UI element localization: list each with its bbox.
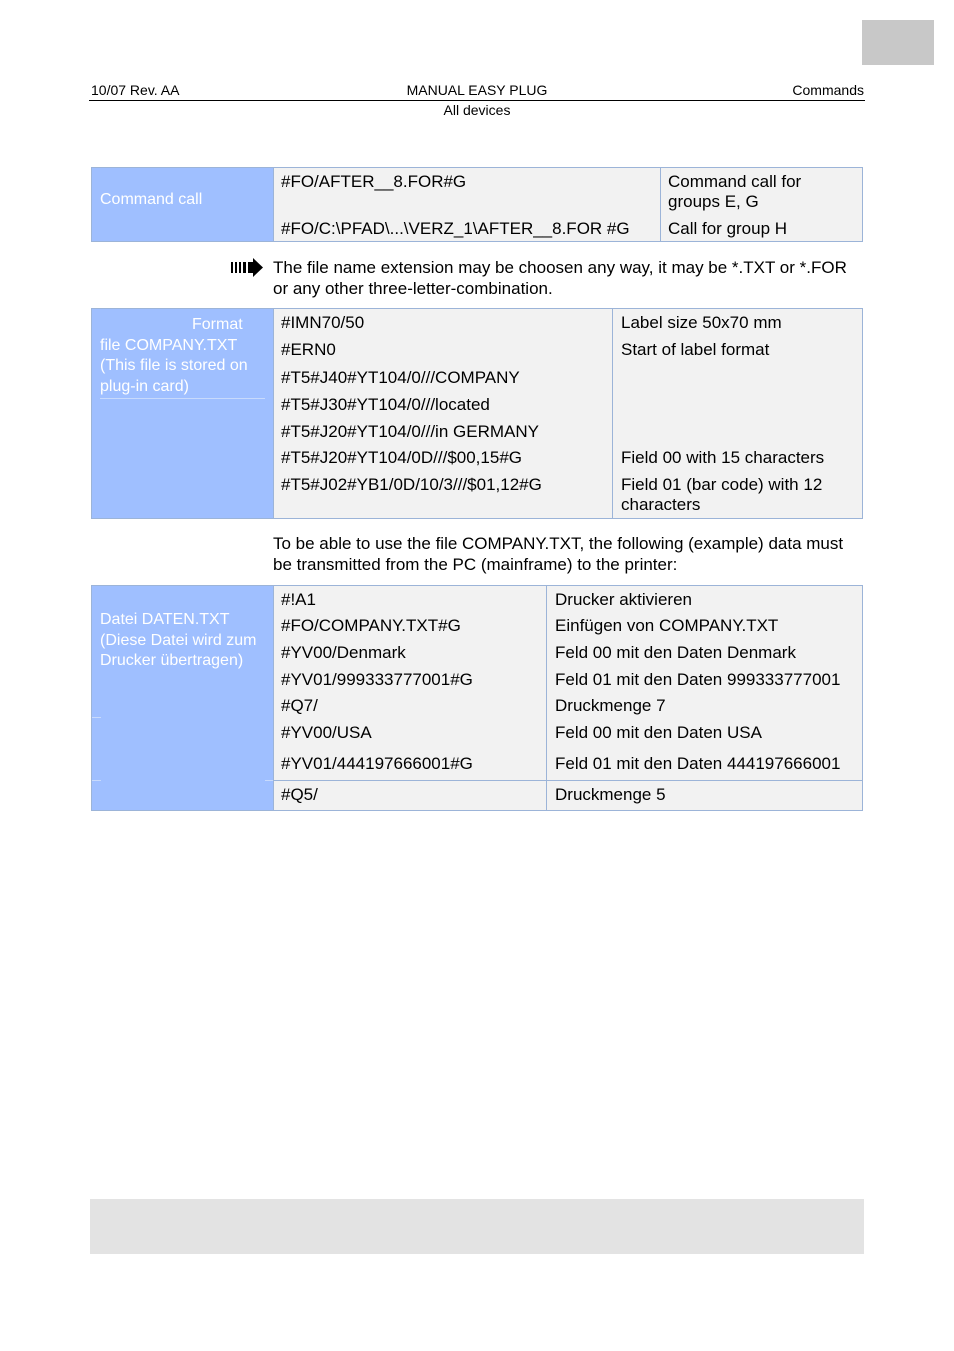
data-description-cell: Druckmenge 5	[555, 785, 666, 804]
description-cell: Call for group H	[668, 219, 788, 238]
format-file-label-title: Format	[192, 316, 243, 333]
body-paragraph: To be able to use the file COMPANY.TXT, the following (example) data must be transmitted from the PC (mainframe) to the printer:	[273, 534, 844, 574]
header-revision: 10/07 Rev. AA	[91, 82, 180, 98]
command-cell: #FO/AFTER__8.FOR#G	[281, 172, 467, 191]
description-cell: Command call for groups E, G	[668, 172, 802, 211]
data-description-cell: Feld 00 mit den Daten USA	[555, 723, 762, 742]
data-command-cell: #YV00/USA	[281, 723, 372, 742]
format-description-cell: Field 01 (bar code) with 12 characters	[621, 475, 823, 514]
format-command-cell: #T5#J30#YT104/0///located	[281, 395, 490, 414]
format-command-cell: #T5#J02#YB1/0D/10/3///$01,12#G	[281, 475, 542, 494]
data-command-cell: #Q5/	[281, 785, 318, 804]
data-command-cell: #YV01/999333777001#G	[281, 670, 473, 689]
data-file-label-cell	[92, 586, 273, 810]
data-command-cell: #Q7/	[281, 696, 318, 715]
data-command-cell: #!A1	[281, 590, 316, 609]
data-file-label: Datei DATEN.TXT (Diese Datei wird zum Drucker übertragen)	[100, 611, 257, 669]
header-title: MANUAL EASY PLUG	[406, 82, 548, 98]
note-text: The file name extension may be choosen any way, it may be *.TXT or *.FOR or any other three-letter-combination.	[273, 258, 847, 298]
header-subtitle: All devices	[443, 102, 511, 118]
format-file-label-desc: file COMPANY.TXT (This file is stored on plug-in card)	[100, 336, 248, 395]
format-command-cell: #ERN0	[281, 340, 336, 359]
format-command-cell: #T5#J40#YT104/0///COMPANY	[281, 368, 520, 387]
data-file-table	[91, 585, 863, 811]
column-divider	[273, 586, 274, 810]
footer-bar	[90, 1199, 864, 1254]
format-description-cell: Start of label format	[621, 340, 770, 359]
column-divider	[546, 586, 547, 810]
page-corner-tab	[862, 20, 934, 65]
format-description-cell: Label size 50x70 mm	[621, 313, 782, 332]
data-description-cell: Einfügen von COMPANY.TXT	[555, 616, 779, 635]
column-divider	[612, 309, 613, 518]
format-command-cell: #IMN70/50	[281, 313, 365, 332]
header-rule	[89, 100, 865, 101]
command-cell: #FO/C:\PFAD\...\VERZ_1\AFTER__8.FOR #G	[281, 219, 630, 238]
data-command-cell: #FO/COMPANY.TXT#G	[281, 616, 461, 635]
header-section: Commands	[792, 82, 864, 98]
format-command-cell: #T5#J20#YT104/0D///$00,15#G	[281, 448, 522, 467]
format-description-cell: Field 00 with 15 characters	[621, 448, 825, 467]
command-call-table	[91, 167, 863, 242]
column-divider	[273, 309, 274, 518]
arrow-pointer-icon	[231, 258, 264, 283]
data-description-cell: Drucker aktivieren	[555, 590, 692, 609]
format-file-table	[91, 308, 863, 519]
data-command-cell: #YV01/444197666001#G	[281, 754, 473, 773]
data-description-cell: Feld 00 mit den Daten Denmark	[555, 643, 796, 662]
data-description-cell: Druckmenge 7	[555, 696, 666, 715]
format-command-cell: #T5#J20#YT104/0///in GERMANY	[281, 422, 539, 441]
data-command-cell: #YV00/Denmark	[281, 643, 406, 662]
column-divider	[660, 168, 661, 241]
format-file-label-cell	[92, 309, 273, 518]
command-call-label-cell	[92, 168, 273, 241]
data-description-cell: Feld 01 mit den Daten 444197666001	[555, 754, 841, 773]
row-divider	[274, 780, 863, 781]
command-call-label: Command call	[100, 191, 203, 208]
column-divider	[273, 168, 274, 241]
data-description-cell: Feld 01 mit den Daten 999333777001	[555, 670, 841, 689]
